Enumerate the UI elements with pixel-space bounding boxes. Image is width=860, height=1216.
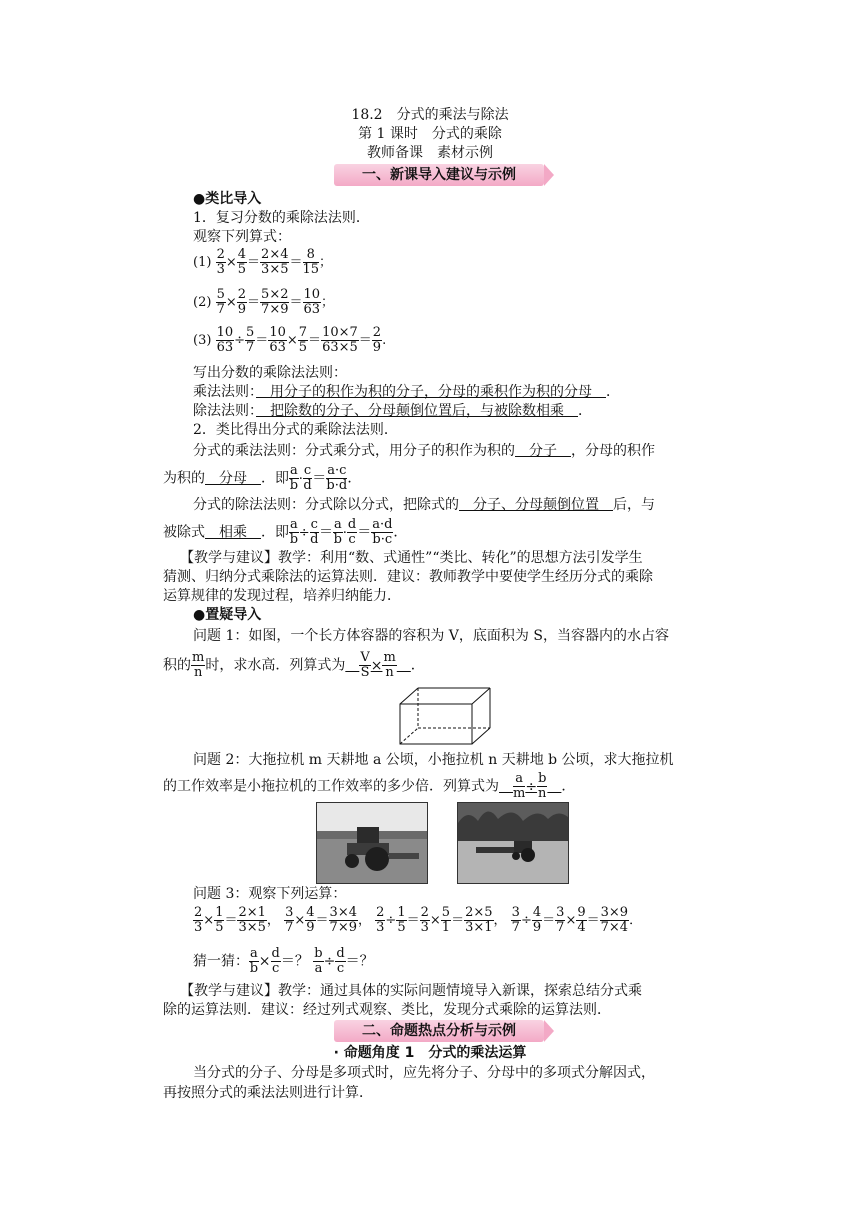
advice-1: 【教学与建议】教学：利用“数、式通性”“类比、转化”的思想方法引发学生	[180, 550, 643, 566]
item-1: 1．复习分数的乘除法法则．	[193, 210, 370, 226]
hot-paragraph-1: 当分式的分子、分母是多项式时，应先将分子、分母中的多项式分解因式，	[193, 1065, 655, 1081]
fraction: $\frac{2\times 1}{3\times 5}$	[238, 905, 266, 935]
guess-line: 猜一猜： $\frac{a}{b}$ × $\frac{d}{c}$ ＝？ $\frac{b}{a}$ ÷ $\frac{d}{c}$ ＝？	[193, 946, 374, 976]
fraction: $\frac{4}{5}$	[237, 247, 247, 277]
fraction: $\frac{4}{9}$	[306, 905, 315, 935]
fraction: $\frac{V}{S}$	[360, 650, 370, 680]
item-2: 2．类比得出分式的乘除法法则．	[193, 422, 398, 438]
fraction: $\frac{a}{m}$	[513, 771, 526, 801]
example-3: (3) $\frac{10}{63}$ ÷ $\frac{5}{7}$ ＝ $\frac{10}{63}$ × $\frac{7}{5}$ ＝ $\frac{10\times 7}{63\times 5}$ ＝ $\frac{2}{9}$ .	[193, 325, 387, 355]
fraction: $\frac{m}{n}$	[192, 650, 205, 680]
frac-div-rule: 分式的除法法则：分式除以分式，把除式的 分子、分母颠倒位置 后，与	[193, 497, 655, 513]
fraction: $\frac{7}{5}$	[298, 325, 308, 355]
div-rule-answer: 把除数的分子、分母颠倒位置后，与被除数相乘	[256, 403, 578, 419]
question-1: 问题 1：如图，一个长方体容器的容积为 V，底面积为 S，当容器内的水占容	[193, 628, 669, 644]
fraction: $\frac{a\cdot c}{b\cdot d}$	[326, 463, 348, 493]
observe-text: 观察下列算式：	[193, 229, 291, 245]
fraction: $\frac{a}{b}$	[289, 517, 299, 547]
fraction: $\frac{9}{4}$	[577, 905, 586, 935]
tractor-photo-1	[316, 802, 428, 884]
lesson-title: 第 1 课时 分式的乘除	[358, 126, 502, 142]
banner-new-lesson: 一、新课导入建议与示例	[334, 164, 544, 186]
question-2: 问题 2：大拖拉机 m 天耕地 a 公顷，小拖拉机 n 天耕地 b 公顷，求大拖拉机	[193, 752, 674, 768]
q3-computations: $\frac{2}{3}$ × $\frac{1}{5}$ ＝ $\frac{2\times 1}{3\times 5}$ ， $\frac{3}{7}$ × $\frac{4}{9}$ ＝ $\frac{3\times 4}{7\times 9}$ ， $\frac{2}{3}$ ÷ $\frac{1}{5}$ ＝ $\frac{2}{3}$ × $\frac{5}{1}$ ＝ $\frac{2\times 5}{3\times 1}$ ， $\frac{3}{7}$ ÷ $\frac{4}{9}$ ＝ $\frac{3}{7}$ × $\frac{9}{4}$ ＝ $\frac{3\times 9}{7\times 4}$ ．	[194, 905, 643, 935]
question-2-cont: 的工作效率是小拖拉机的工作效率的多少倍．列算式为 $\frac{a}{m}$ ÷ $\frac{b}{n}$ ．	[163, 771, 576, 801]
fraction: $\frac{d}{c}$	[271, 946, 280, 976]
frac-mul-rule: 分式的乘法法则：分式乘分式，用分子的积作为积的 分子 ，分母的积作	[193, 443, 655, 459]
question-3: 问题 3：观察下列运算：	[193, 886, 347, 902]
fraction: $\frac{a\cdot d}{b\cdot c}$	[372, 517, 393, 547]
fraction: $\frac{2\times 5}{3\times 1}$	[465, 905, 493, 935]
fraction: $\frac{10}{63}$	[216, 325, 234, 355]
fraction: $\frac{a}{b}$	[333, 517, 342, 547]
question-1-cont: 积的 $\frac{m}{n}$ 时，求水高．列算式为 $\frac{V}{S}$ × $\frac{m}{n}$ ．	[163, 650, 425, 680]
section-tag: 教师备课 素材示例	[367, 145, 493, 161]
fraction: $\frac{3}{7}$	[511, 905, 520, 935]
fraction: $\frac{10}{63}$	[269, 325, 286, 355]
fraction: $\frac{3\times 9}{7\times 4}$	[600, 905, 629, 935]
fraction: $\frac{a}{b}$	[249, 946, 259, 976]
write-rules: 写出分数的乘除法法则：	[193, 365, 347, 381]
fraction: $\frac{4}{9}$	[532, 905, 542, 935]
fraction: $\frac{a}{b}$	[289, 463, 299, 493]
fraction: $\frac{c}{d}$	[310, 517, 319, 547]
proposition-angle: · 命题角度 1 分式的乘法运算	[333, 1045, 527, 1061]
fraction: $\frac{5\times 2}{7\times 9}$	[261, 287, 289, 317]
fraction: $\frac{1}{5}$	[215, 905, 224, 935]
advice-1c: 运算规律的发现过程，培养归纳能力．	[163, 588, 401, 604]
fraction: $\frac{m}{n}$	[383, 650, 396, 680]
fraction: $\frac{d}{c}$	[336, 946, 345, 976]
fraction: $\frac{3}{7}$	[285, 905, 294, 935]
mul-rule-answer: 用分子的积作为积的分子，分母的乘积作为积的分母	[256, 384, 606, 400]
fraction: $\frac{3}{7}$	[556, 905, 565, 935]
fraction: $\frac{3\times 4}{7\times 9}$	[329, 905, 357, 935]
banner-hot-topics: 二、命题热点分析与示例	[334, 1020, 544, 1042]
mul-rule-line: 乘法法则： 用分子的积作为积的分子，分母的乘积作为积的分母 ．	[193, 384, 620, 400]
fraction: $\frac{5}{7}$	[216, 287, 225, 317]
example-1: (1) $\frac{2}{3}$ × $\frac{4}{5}$ ＝ $\frac{2\times 4}{3\times 5}$ ＝ $\frac{8}{15}$ ；	[193, 247, 333, 277]
fraction: $\frac{1}{5}$	[397, 905, 406, 935]
fraction: $\frac{d}{c}$	[347, 517, 357, 547]
fraction: $\frac{8}{15}$	[302, 247, 320, 277]
fraction: $\frac{5}{7}$	[246, 325, 255, 355]
fraction: $\frac{10\times 7}{63\times 5}$	[322, 325, 358, 355]
fraction: $\frac{2}{9}$	[237, 287, 247, 317]
analogy-heading: ●类比导入	[193, 191, 262, 207]
div-rule-line: 除法法则： 把除数的分子、分母颠倒位置后，与被除数相乘 ．	[193, 403, 592, 419]
fraction: $\frac{2}{9}$	[372, 325, 382, 355]
fraction: $\frac{c}{d}$	[303, 463, 312, 493]
advice-2b: 除的运算法则．建议：经过列式观察、类比，发现分式乘除的运算法则．	[163, 1002, 611, 1018]
fraction: $\frac{2\times 4}{3\times 5}$	[261, 247, 289, 277]
advice-1b: 猜测、归纳分式乘除法的运算法则．建议：教师教学中要使学生经历分式的乘除	[163, 569, 653, 585]
example-2: (2) $\frac{5}{7}$ × $\frac{2}{9}$ ＝ $\frac{5\times 2}{7\times 9}$ ＝ $\frac{10}{63}$ ；	[193, 287, 335, 317]
fraction: $\frac{b}{n}$	[538, 771, 547, 801]
advice-2: 【教学与建议】教学：通过具体的实际问题情境导入新课，探索总结分式乘	[180, 983, 642, 999]
frac-mul-rule-cont: 为积的 分母 ．即 $\frac{a}{b}$ · $\frac{c}{d}$ ＝ $\frac{a\cdot c}{b\cdot d}$ ．	[163, 463, 362, 493]
fraction: $\frac{2}{3}$	[376, 905, 385, 935]
tractor-photo-2	[457, 802, 569, 884]
doubt-heading: ●置疑导入	[193, 607, 262, 623]
fraction: $\frac{2}{3}$	[194, 905, 203, 935]
frac-div-rule-cont: 被除式 相乘 ．即 $\frac{a}{b}$ ÷ $\frac{c}{d}$ ＝ $\frac{a}{b}$ · $\frac{d}{c}$ ＝ $\frac{a\cdot d}{b\cdot c}$ ．	[163, 517, 408, 547]
fraction: $\frac{b}{a}$	[314, 946, 323, 976]
fraction: $\frac{2}{3}$	[216, 247, 225, 277]
fraction: $\frac{5}{1}$	[441, 905, 451, 935]
cuboid-figure	[398, 686, 492, 746]
hot-paragraph-2: 再按照分式的乘法法则进行计算．	[163, 1085, 373, 1101]
fraction: $\frac{2}{3}$	[420, 905, 429, 935]
page-title: 18.2 分式的乘法与除法	[351, 107, 509, 123]
fraction: $\frac{10}{63}$	[303, 287, 321, 317]
